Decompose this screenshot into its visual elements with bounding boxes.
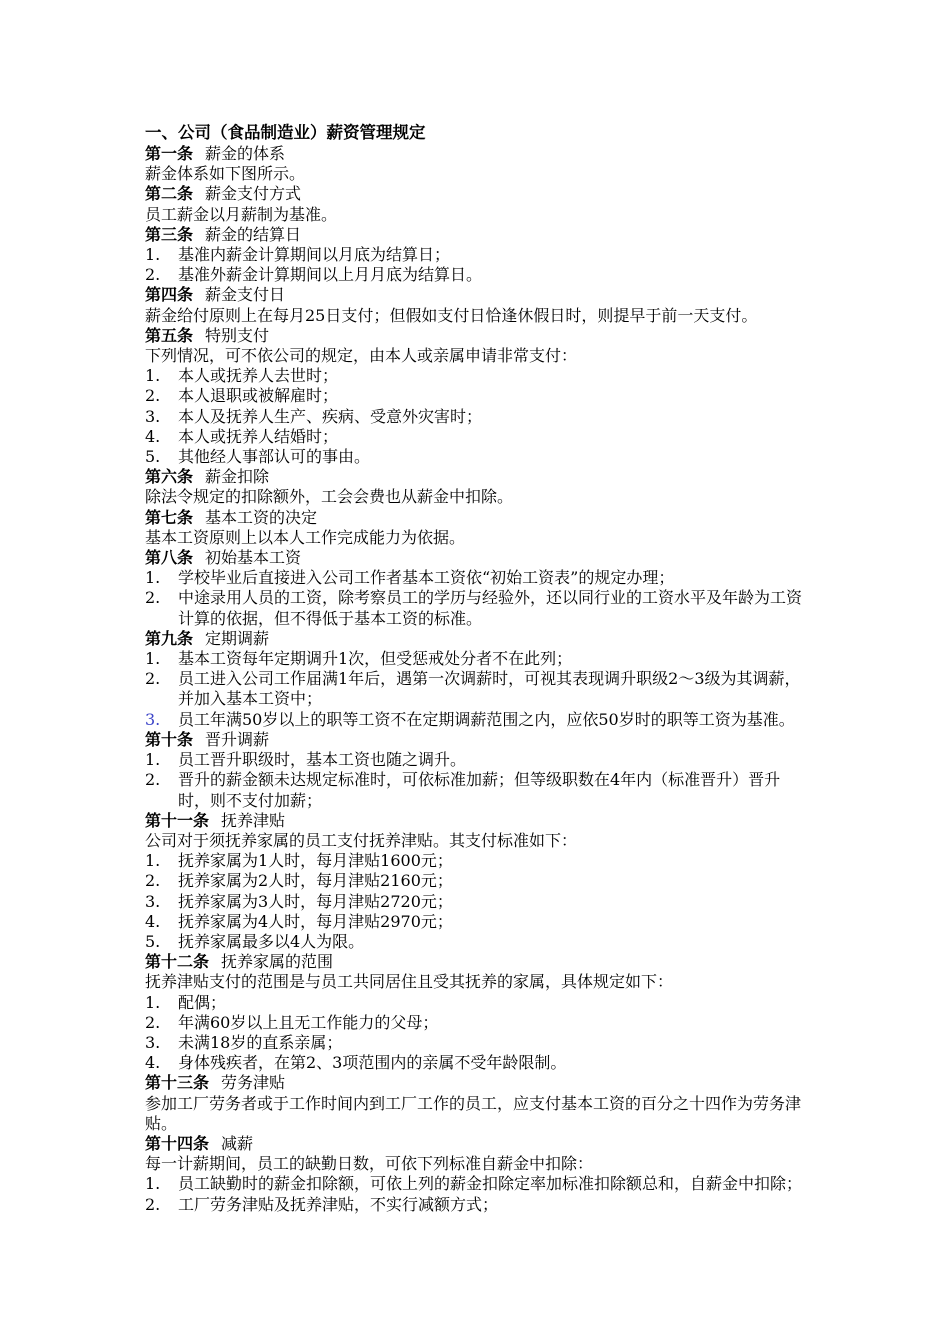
- list-item: [145, 871, 805, 891]
- article-number: 第二条: [145, 184, 194, 204]
- article-heading: [145, 952, 805, 972]
- list-item-number: 5.: [145, 447, 161, 467]
- list-item-text: 本人或抚养人去世时；: [178, 366, 339, 386]
- list-item-text: 基本工资每年定期调升1次，但受惩戒处分者不在此列；: [178, 649, 573, 669]
- article-section: [145, 285, 805, 325]
- article-section: [145, 184, 805, 224]
- list-item-number: 1.: [145, 750, 161, 770]
- article-title: 薪金支付方式: [205, 184, 302, 204]
- list-item: [145, 993, 805, 1013]
- article-section: [145, 225, 805, 286]
- article-title: 初始基本工资: [205, 548, 302, 568]
- list-item: [145, 568, 805, 588]
- article-title: 基本工资的决定: [205, 507, 318, 527]
- article-section: [145, 548, 805, 629]
- article-paragraph: 薪金给付原则上在每月25日支付；但假如支付日恰逢休假日时，则提早于前一天支付。: [145, 305, 758, 325]
- list-item: [145, 892, 805, 912]
- article-paragraph: 下列情况，可不依公司的规定，由本人或亲属申请非常支付：: [145, 346, 578, 366]
- article-section: [145, 326, 805, 467]
- list-item-number: 4.: [145, 426, 161, 446]
- list-item-number: 4.: [145, 1053, 161, 1073]
- article-section: [145, 952, 805, 1073]
- list-item: [145, 851, 805, 871]
- article-heading: [145, 1073, 805, 1093]
- article-title: 晋升调薪: [205, 729, 270, 749]
- article-number: 第十条: [145, 729, 194, 749]
- article-heading: [145, 467, 805, 487]
- article-paragraph: 抚养津贴支付的范围是与员工共同居住且受其抚养的家属，具体规定如下：: [145, 972, 674, 992]
- list-item-number: 1.: [145, 649, 161, 669]
- article-number: 第七条: [145, 507, 194, 527]
- list-item: [145, 366, 805, 386]
- article-number: 第三条: [145, 224, 194, 244]
- article-paragraph: 除法令规定的扣除额外，工会会费也从薪金中扣除。: [145, 487, 514, 507]
- article-number: 第一条: [145, 144, 194, 163]
- list-item: [145, 447, 805, 467]
- list-item-text: 其他经人事部认可的事由。: [178, 447, 371, 467]
- article-title: 薪金的体系: [205, 144, 286, 163]
- list-item-number: 3.: [145, 891, 161, 911]
- list-item: [145, 750, 805, 770]
- list-item-number: 2.: [145, 871, 161, 891]
- articles-container: [145, 144, 805, 1215]
- list-item-number: 2.: [145, 770, 161, 790]
- list-item: [145, 912, 805, 932]
- article-heading: [145, 1134, 805, 1154]
- article-heading: [145, 548, 805, 568]
- list-item: [145, 649, 805, 669]
- list-item: [145, 1195, 805, 1215]
- list-item-number: 5.: [145, 931, 161, 951]
- list-item-text: 抚养家属为3人时，每月津贴2720元；: [178, 891, 453, 911]
- list-item-number: 1.: [145, 851, 161, 871]
- list-item-text: 未满18岁的直系亲属；: [178, 1032, 343, 1052]
- list-item-number: 1.: [145, 992, 161, 1012]
- article-title: 薪金的结算日: [205, 224, 302, 244]
- list-item: [145, 427, 805, 447]
- list-item: [145, 932, 805, 952]
- article-heading: [145, 730, 805, 750]
- list-item-text: 基准外薪金计算期间以上月月底为结算日。: [178, 265, 483, 285]
- list-item-text: 中途录用人员的工资，除考察员工的学历与经验外，还以同行业的工资水平及年龄为工资计算的依据，但不得低于基本工资的标准。: [178, 588, 803, 628]
- list-item-text: 抚养家属为4人时，每月津贴2970元；: [178, 911, 453, 931]
- list-item: [145, 1033, 805, 1053]
- article-number: 第五条: [145, 325, 194, 345]
- list-item-text: 晋升的薪金额未达规定标准时，可依标准加薪；但等级职数在4年内（标准晋升）晋升时，则不支付加薪；: [178, 770, 781, 810]
- list-item-number: 2.: [145, 1012, 161, 1032]
- article-section: [145, 508, 805, 548]
- list-item-text: 配偶；: [178, 992, 227, 1012]
- article-paragraph: 薪金体系如下图所示。: [145, 164, 306, 184]
- article-title: 减薪: [221, 1133, 254, 1153]
- list-item-text: 学校毕业后直接进入公司工作者基本工资依“初始工资表”的规定办理；: [178, 568, 675, 588]
- list-item-number: 2.: [145, 386, 161, 406]
- list-item: [145, 770, 805, 810]
- article-title: 定期调薪: [205, 628, 270, 648]
- article-number: 第十一条: [145, 810, 210, 830]
- list-item-number: 1.: [145, 568, 161, 588]
- article-title: 劳务津贴: [221, 1073, 286, 1093]
- article-heading: [145, 326, 805, 346]
- list-item-text: 抚养家属为2人时，每月津贴2160元；: [178, 871, 453, 891]
- list-item-text: 员工晋升职级时，基本工资也随之调升。: [178, 750, 467, 770]
- article-number: 第十四条: [145, 1133, 210, 1153]
- article-title: 薪金支付日: [205, 285, 286, 305]
- article-heading: [145, 811, 805, 831]
- article-heading: [145, 225, 805, 245]
- document-page: [145, 122, 805, 1215]
- list-item: [145, 1013, 805, 1033]
- article-paragraph: 基本工资原则上以本人工作完成能力为依据。: [145, 527, 466, 547]
- list-item-number: 1.: [145, 1174, 161, 1194]
- list-item-text: 基准内薪金计算期间以月底为结算日；: [178, 245, 451, 265]
- document-title: 一、公司（食品制造业）薪资管理规定: [145, 123, 426, 142]
- list-item: [145, 245, 805, 265]
- article-heading: [145, 144, 805, 164]
- article-section: [145, 1134, 805, 1215]
- list-item: [145, 588, 805, 628]
- list-item-text: 身体残疾者，在第2、3项范围内的亲属不受年龄限制。: [178, 1053, 567, 1073]
- article-number: 第四条: [145, 285, 194, 305]
- article-section: [145, 144, 805, 184]
- list-item-text: 工厂劳务津贴及抚养津贴，不实行减额方式；: [178, 1194, 499, 1214]
- article-title: 抚养家属的范围: [221, 952, 334, 972]
- article-heading: [145, 184, 805, 204]
- article-number: 第八条: [145, 548, 194, 568]
- article-paragraph: 公司对于须抚养家属的员工支付抚养津贴。其支付标准如下：: [145, 830, 578, 850]
- list-item-number: 3.: [145, 1032, 161, 1052]
- list-item-text: 年满60岁以上且无工作能力的父母；: [178, 1012, 439, 1032]
- list-item-number: 1.: [145, 245, 161, 265]
- article-heading: [145, 285, 805, 305]
- article-title: 薪金扣除: [205, 467, 270, 487]
- article-heading: [145, 508, 805, 528]
- article-number: 第九条: [145, 628, 194, 648]
- list-item-text: 员工进入公司工作届满1年后，遇第一次调薪时，可视其表现调升职级2～3级为其调薪，并加入基本工资中；: [178, 669, 801, 709]
- article-paragraph: 员工薪金以月薪制为基准。: [145, 204, 338, 224]
- article-paragraph: 每一计薪期间，员工的缺勤日数，可依下列标准自薪金中扣除：: [145, 1154, 594, 1174]
- list-item: [145, 669, 805, 709]
- list-item-text: 本人或抚养人结婚时；: [178, 426, 339, 446]
- list-item-number: 2.: [145, 588, 161, 608]
- list-item-text: 抚养家属为1人时，每月津贴1600元；: [178, 851, 453, 871]
- list-item: [145, 386, 805, 406]
- list-item: [145, 407, 805, 427]
- list-item: [145, 710, 805, 730]
- article-section: [145, 467, 805, 507]
- list-item-number: 3.: [145, 709, 161, 729]
- list-item-text: 本人退职或被解雇时；: [178, 386, 339, 406]
- article-title: 抚养津贴: [221, 810, 286, 830]
- article-number: 第十二条: [145, 952, 210, 972]
- article-section: [145, 1073, 805, 1134]
- article-section: [145, 629, 805, 730]
- article-heading: [145, 629, 805, 649]
- article-title: 特别支付: [205, 325, 270, 345]
- article-number: 第十三条: [145, 1073, 210, 1093]
- list-item-number: 2.: [145, 669, 161, 689]
- list-item-number: 3.: [145, 406, 161, 426]
- list-item-text: 员工年满50岁以上的职等工资不在定期调薪范围之内，应依50岁时的职等工资为基准。: [178, 709, 795, 729]
- list-item: [145, 1053, 805, 1073]
- list-item-text: 本人及抚养人生产、疾病、受意外灾害时；: [178, 406, 483, 426]
- article-paragraph: 参加工厂劳务者或于工作时间内到工厂工作的员工，应支付基本工资的百分之十四作为劳务津贴。: [145, 1093, 802, 1133]
- list-item: [145, 1174, 805, 1194]
- list-item-text: 抚养家属最多以4人为限。: [178, 931, 365, 951]
- list-item-number: 2.: [145, 265, 161, 285]
- list-item-number: 4.: [145, 911, 161, 931]
- list-item-number: 1.: [145, 366, 161, 386]
- article-section: [145, 730, 805, 811]
- list-item-number: 2.: [145, 1194, 161, 1214]
- list-item: [145, 265, 805, 285]
- article-section: [145, 811, 805, 952]
- list-item-text: 员工缺勤时的薪金扣除额，可依上列的薪金扣除定率加标准扣除额总和，自薪金中扣除；: [178, 1174, 803, 1194]
- article-number: 第六条: [145, 467, 194, 487]
